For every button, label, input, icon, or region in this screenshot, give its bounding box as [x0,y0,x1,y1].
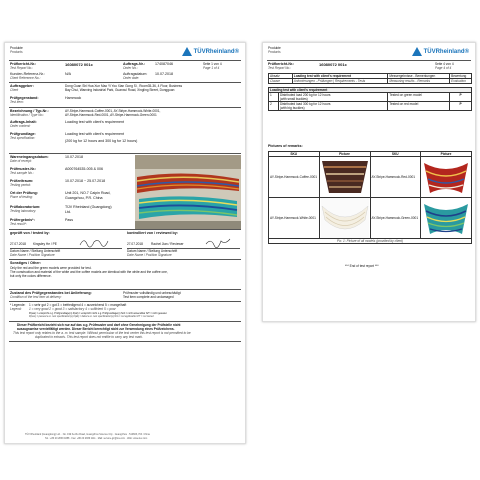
order-content: Loading test with client's requirement [65,120,125,124]
place-line2: Guangzhou, P.R. China [65,196,103,200]
sig-caption-left-en: Date Name / Position Signature [10,253,55,257]
lab-label: Prüflaboratorium: [10,205,41,209]
divider [9,341,241,342]
test-item-label: Prüfgegenstand: [10,96,39,100]
disclaimer-de: Dieser Prüfbericht bezieht sich nur auf das o.g. Prüfmuster und darf ohne Genehmigung der Prüfstelle nicht [17,323,181,327]
sku-green: AY-Stripe-Hammock-Green-0001 [370,198,421,239]
sample-no: A000764535-005 & 006 [65,167,103,171]
tuv-logo-text: TÜVRheinland® [423,48,469,55]
order-content-label-en: Order content: [10,124,31,128]
products-label: Produkte [268,46,281,50]
row-requirement [278,93,387,102]
report-no-label-en: Test Report No.: [268,66,292,70]
products-label-en: Products [10,50,23,54]
divider [9,321,241,322]
condition-value: Prüfmuster vollständig und unbeschädigt [123,291,181,295]
sample-label: Prüfmuster-Nr.: [10,167,37,171]
condition-value-en: Test item complete and undamaged [123,295,174,299]
divider [9,60,241,61]
hammock-red-image [422,157,470,197]
legend-row2: P(ass) = entspricht o.g. Prüfgrundlage(n) F(ail) = entspricht nicht o.g. Prüfgrundlage(n) N/A = nicht anwendbar N/T = nicht getestet [29,312,167,315]
header-clause-en: Clause [269,79,293,84]
tested-name: Kingsley He / PE [33,242,57,246]
tested-date: 27.07.2018 [10,242,26,246]
result: Pass [65,218,73,222]
divider [9,82,241,83]
row-evaluation: P [450,93,472,102]
report-no-label: Prüfbericht-Nr.: [10,62,37,66]
order-date-label: Auftragsdatum: [123,72,148,76]
header-requirement-en: Anforderungen - Prüfungen | Requirements - Tests [292,79,388,84]
order-date: 10.07.2018 [155,72,173,76]
page-number-en: Page 4 of 4 [435,66,452,70]
other-label: Sonstiges / Other: [10,261,41,265]
order-no-label: Auftrags-Nr.: [123,62,145,66]
divider [9,107,241,108]
designation-line1: AY-Stripe-Hammock-Coffee-0001, AY-Stripe-Hammock-White-0001, [65,109,161,113]
client-ref-label: Kunden-Referenz-Nr.: [10,72,45,76]
legend-row2-en: P(ass) = passed a.m. test specification(s) F(ail) = failed a.m. test specification(s) N/A = not applicable N/T = not tested [29,315,154,318]
sku-white: AY-Stripe-Hammock-White-0001 [269,198,320,239]
report-no: 16080072 001c [319,62,347,67]
receipt-label: Wareneingangsdatum: [10,155,49,159]
divider [9,301,241,302]
tuv-triangle-icon [182,47,192,56]
lab-line1: TÜV Rheinland (Guangdong) [65,205,112,209]
period-label: Prüfzeitraum: [10,179,34,183]
test-item: Hammock [65,96,82,100]
divider [267,60,471,61]
disclaimer-en-2: duplicated in extracts. This test report does not entitle to carry any test mark. [35,335,143,339]
hammock-photo-image [135,155,241,229]
designation-label: Bezeichnung / Typ-Nr.: [10,109,49,113]
report-page-1 [4,42,246,444]
test-spec-label-en: Test specification: [10,136,36,140]
end-of-report: *** End of test report *** [345,264,379,268]
pictures-table [268,151,472,244]
reviewed-date: 27.07.2018 [127,242,143,246]
designation-label-en: Identification / Type No.: [10,113,45,117]
row-requirement-text: Distributed load 300 kg for 12 hours [279,102,331,106]
hammock-white-image [321,198,369,238]
hammock-green-image [422,198,470,238]
receipt-label-en: Date of receipt: [10,159,32,163]
row-requirement [278,102,387,111]
row-evaluation: P [450,102,472,111]
report-no: 16080072 001c [65,62,93,67]
col-picture: Picture [421,152,472,157]
sample-photo [135,155,241,229]
reviewer-signature [205,236,231,248]
reviewed-by-label: kontrolliert von / reviewed by: [127,231,178,235]
reviewed-name: Rachel Jian / Reviewer [151,242,184,246]
other-line2: The construction and material of the white and the coffee models are identical with the white and the coffee one, [10,270,168,274]
condition-label: Zustand des Prüfgegenstandes bei Anlieferung: [10,291,92,295]
test-spec-line2: (200 kg for 12 hours and 300 kg for 12 hours) [65,139,138,143]
page-number: Seite 4 von 4 [435,62,454,66]
condition-label-en: Condition of the test item at delivery: [10,295,62,299]
table-row [269,157,472,198]
sku-coffee: AY-Stripe-Hammock-Coffee-0001 [269,157,320,198]
result-label: Prüfergebnis*: [10,218,35,222]
designation-line2: AY-Stripe-Hammock-Red-0001, AY-Stripe-Hammock-Green-0001 [65,113,157,117]
table-row [269,102,472,111]
hammock-coffee-image [321,157,369,197]
row-number: 1 [269,93,279,102]
footer-address: TÜV Rheinland (Guangdong) Ltd. · No. 199 Kezhu Road, Guangzhou Science City · Guangzhou · 510663, P.R. China [25,433,150,436]
place-line1: Unit 201, NO.7 Caipin Road, [65,191,111,195]
period-label-en: Testing period: [10,183,31,187]
row-number: 2 [269,102,279,111]
row-requirement-note: (with small buckles) [279,97,308,101]
row-requirement-text: Distributed load 200 kg for 12 hours [279,93,331,97]
test-results-table [268,87,472,111]
place-label-en: Place of testing: [10,195,33,199]
client-address-line1: Dong Guan Shi Hua Xun Mao Yi You Xian Gong Si , Room35-36, 4 Floor, Business [65,84,183,88]
footer-contact: Tel.: +86 20 2839 1888 · Fax: +86 20 2839 1111 · Mail: service-gz@tuv.com · Web: www.tuv.com [45,437,148,440]
lab-label-en: Testing laboratory: [10,209,37,213]
picture-caption: Pic. 1: Picture of all models (provided by client) [269,239,472,244]
header-evaluation: Bewertung [450,74,472,79]
legend-row1-en: 1 = very good 2 = good 3 = satisfactory 4 = sufficient 5 = poor [29,307,116,311]
col-picture: Picture [319,152,370,157]
legend-label: * Legende: [10,303,26,307]
disclaimer-de-2: auszugsweise vervielfältigt werden. Dieser Bericht berechtigt nicht zur Verwendung eines Prüfzeichens. [17,327,175,331]
header-evaluation-en: Evaluation [450,79,472,84]
client-label-en: Client [10,88,19,92]
pictures-label: Pictures of remarks: [268,144,303,148]
order-no: 174087046 [155,62,173,66]
picture-coffee [319,157,370,198]
row-result: Tested on red model [388,102,450,111]
section-title: Loading test with client's requirement [269,88,472,93]
products-label-en: Products [268,50,281,54]
sku-red: AY-Stripe-Hammock-Red-0001 [370,157,421,198]
period: 10.07.2018 ~ 25.07.2018 [65,179,106,183]
receipt-date: 10.07.2018 [65,155,83,159]
table-row [269,93,472,102]
disclaimer-en: This test report only relates to the a. m. test sample. Without permission of the test center this test report is not permitted to be [13,331,191,335]
client-ref-label-en: Client Reference No.: [10,76,41,80]
picture-white [319,198,370,239]
col-sku: SKU [269,152,320,157]
client-label: Auftraggeber: [10,84,34,88]
order-date-label-en: Order date: [123,76,140,80]
lab-line2: Ltd. [65,210,71,214]
divider [9,259,241,260]
header-results-en: Measuring results - Remarks [388,79,450,84]
test-item-label-en: Test item: [10,100,24,104]
legend-row1: 1 = sehr gut 2 = gut 3 = befriedigend 4 = ausreichend 5 = mangelhaft [29,303,127,307]
order-content-label: Auftrags-Inhalt: [10,120,37,124]
result-label-en: Test result*: [10,222,27,226]
header-requirement: Loading test with client's requirement [292,74,388,79]
tuv-triangle-icon [412,47,422,56]
tested-by-label: geprüft von / tested by: [10,231,50,235]
divider [9,229,241,230]
test-spec-line1: Loading test with client's requirement [65,132,125,136]
tuv-logo [182,47,239,56]
divider [9,289,241,290]
divider [9,153,241,154]
sig-caption-right: Datum Name / Stellung Unterschrift [127,249,178,253]
client-ref: N/A [65,72,71,76]
place-label: Ort der Prüfung: [10,191,38,195]
products-label: Produkte [10,46,23,50]
table-row [269,198,472,239]
row-requirement-note: (with big buckles) [279,106,305,110]
sig-caption-right-en: Date Name / Position Signature [127,253,172,257]
requirements-header-table [268,73,472,84]
picture-red [421,157,472,198]
tester-signature [79,236,109,248]
row-result: Tested on green model [388,93,450,102]
other-line3: but only the colors difference. [10,274,52,278]
tuv-logo-text: TÜVRheinland® [193,48,239,55]
page-number-en: Page 1 of 4 [203,66,220,70]
picture-green [421,198,472,239]
legend-label-en: Legend: [10,307,22,311]
page-number: Seite 1 von 4 [203,62,222,66]
order-no-label-en: Order No.: [123,66,138,70]
header-results: Messergebnisse - Bemerkungen [388,74,450,79]
client-address-line2: Bay Chui, Wanxing Industrial Park, Guanxul Road, Xingling Street, Dongguan [65,88,175,92]
header-clause: Absatz [269,74,293,79]
report-no-label: Prüfbericht-Nr.: [268,62,295,66]
report-no-label-en: Test Report No.: [10,66,34,70]
col-sku: SKU [370,152,421,157]
test-spec-label: Prüfgrundlage: [10,132,36,136]
tuv-logo [412,47,469,56]
other-line1: Only the red and the green models were provided for test. [10,266,92,270]
sig-caption-left: Datum Name / Stellung Unterschrift [10,249,61,253]
sample-label-en: Test sample No.: [10,171,34,175]
report-page-4 [262,42,476,322]
